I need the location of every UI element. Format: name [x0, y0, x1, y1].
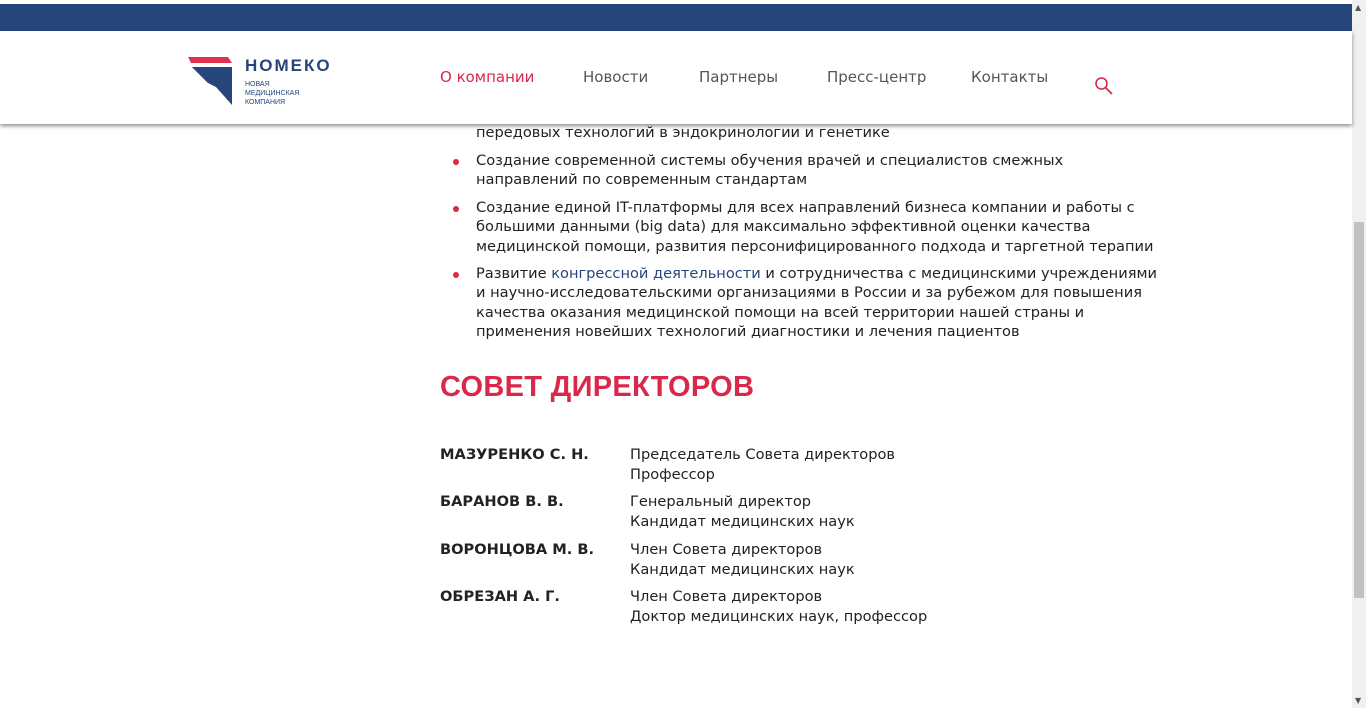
goal-text: Развитие	[476, 265, 552, 282]
logo-mark-icon	[186, 57, 236, 107]
top-bar	[0, 4, 1352, 31]
goal-item	[476, 264, 1166, 341]
search-icon[interactable]	[1094, 76, 1114, 96]
scrollbar[interactable]	[1352, 0, 1366, 708]
logo[interactable]	[186, 57, 336, 109]
board-heading: СОВЕТ ДИРЕКТОРОВ	[440, 371, 755, 403]
bullet	[453, 206, 459, 212]
logo-name: НОМЕКО	[245, 56, 332, 75]
scroll-down-icon[interactable]: ▼	[1355, 696, 1362, 705]
site-header	[0, 31, 1352, 124]
member-degree: Кандидат медицинских наук	[630, 560, 855, 578]
member-name: БАРАНОВ В. В.	[440, 493, 564, 510]
nav-contacts[interactable]: Контакты	[971, 68, 1049, 86]
member-name: ВОРОНЦОВА М. В.	[440, 541, 595, 558]
goal-text: и сотрудничества с медицинскими учреждениями и научно-исследовательскими организациями в России и за рубежом для повышения качества оказания медицинской помощи на всей территории нашей страны и применения новейших технологий диагностики и лечения пациентов	[476, 265, 1157, 340]
logo-subtitle: НОВАЯ МЕДИЦИНСКАЯ КОМПАНИЯ	[245, 81, 300, 106]
goal-item: Создание современной системы обучения врачей и специалистов смежных направлений по современным стандартам	[476, 152, 1064, 189]
bullet	[453, 159, 459, 165]
member-position: Член Совета директоров	[630, 541, 823, 558]
member-position: Член Совета директоров	[630, 588, 823, 605]
goal-continuation: передовых технологий в эндокринологии и генетике	[476, 124, 890, 141]
nav-news[interactable]: Новости	[583, 68, 649, 86]
member-role	[630, 445, 895, 484]
member-degree: Профессор	[630, 465, 715, 483]
scrollbar-thumb[interactable]	[1354, 222, 1364, 598]
goal-item: Создание единой IT-платформы для всех направлений бизнеса компании и работы с большими данными (big data) для максимально эффективной оценки качества медицинской помощи, развития персонифицированного подхода и таргетной терапии	[476, 199, 1154, 255]
member-degree: Доктор медицинских наук, профессор	[630, 607, 928, 625]
scroll-up-icon[interactable]: ▲	[1355, 3, 1362, 12]
bullet	[453, 272, 459, 278]
member-degree: Кандидат медицинских наук	[630, 512, 855, 530]
member-role	[630, 492, 855, 531]
member-role	[630, 587, 927, 626]
member-name: ОБРЕЗАН А. Г.	[440, 588, 560, 605]
member-name: МАЗУРЕНКО С. Н.	[440, 446, 589, 463]
congress-link[interactable]: конгрессной деятельности	[551, 265, 761, 282]
nav-partners[interactable]: Партнеры	[699, 68, 779, 86]
member-position: Председатель Совета директоров	[630, 446, 896, 463]
member-position: Генеральный директор	[630, 493, 812, 510]
nav-about[interactable]: О компании	[440, 68, 535, 86]
member-role	[630, 540, 855, 579]
nav-press[interactable]: Пресс-центр	[827, 68, 927, 86]
